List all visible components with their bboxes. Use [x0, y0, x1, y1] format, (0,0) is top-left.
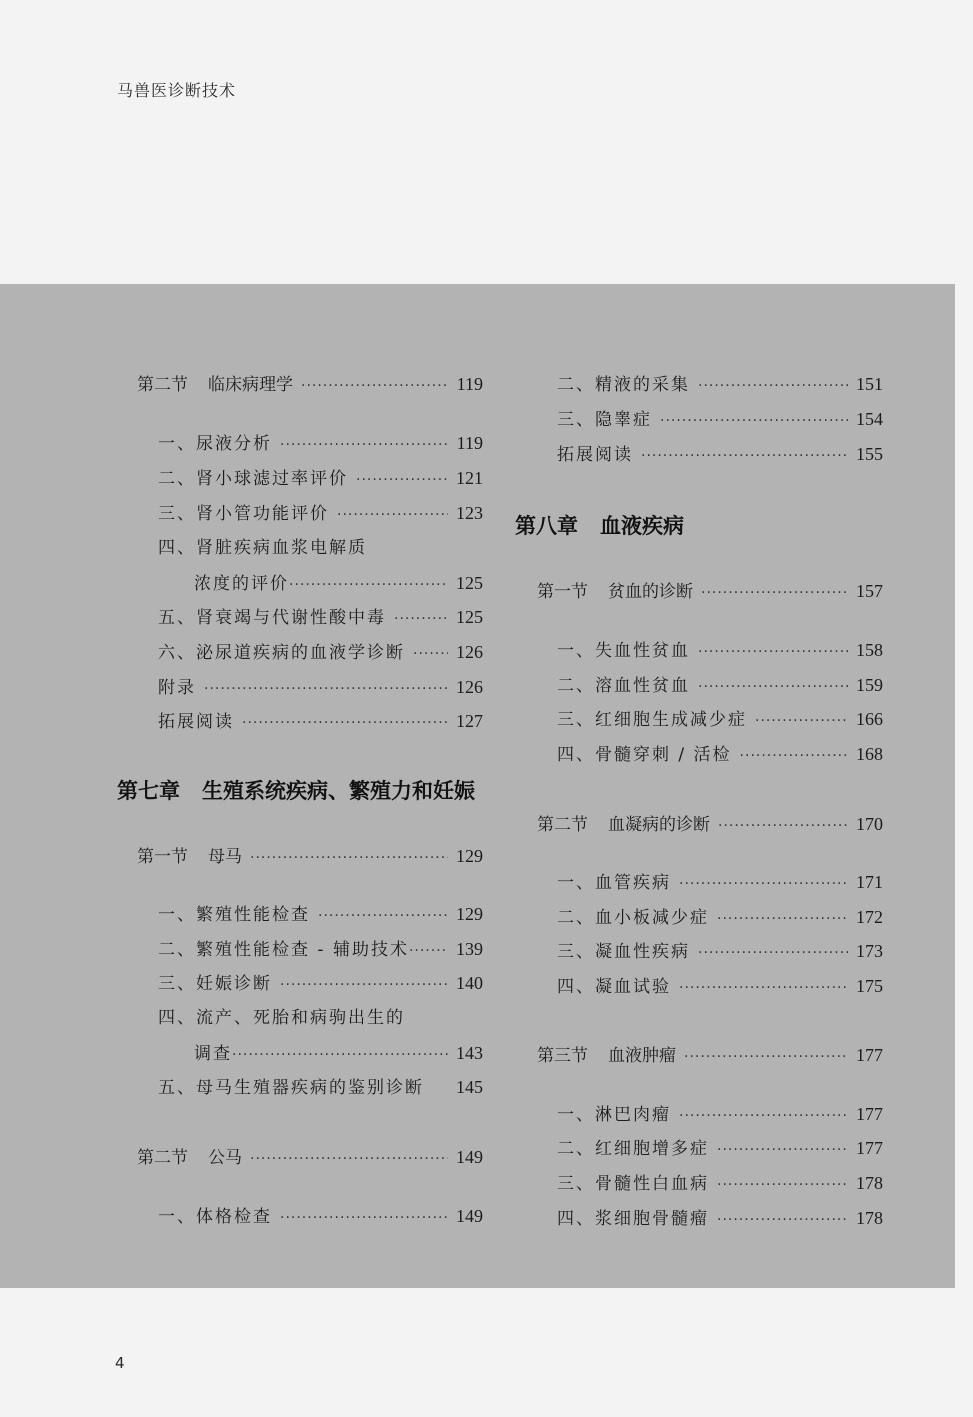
- chapter-number: 第八章: [515, 513, 578, 538]
- entry-label: 一、体格检查: [158, 1207, 272, 1227]
- page-ref: 175: [856, 976, 883, 996]
- page-ref: 159: [856, 675, 883, 695]
- page-ref: 155: [856, 444, 883, 464]
- toc-entry-extended-reading[interactable]: [557, 443, 883, 467]
- toc-entry[interactable]: [557, 708, 883, 732]
- toc-entry[interactable]: [557, 940, 883, 964]
- dot-leader: [250, 1148, 448, 1170]
- page-ref: 125: [456, 607, 483, 627]
- toc-section-hematologic-neoplasia[interactable]: [537, 1044, 883, 1068]
- section-number: 第一节: [137, 847, 188, 867]
- page-ref: 121: [456, 468, 483, 488]
- dot-leader: [337, 504, 448, 526]
- dot-leader: [679, 1105, 848, 1127]
- entry-label: 浓度的评价: [194, 574, 289, 594]
- page-ref: 125: [456, 573, 483, 593]
- dot-leader: [660, 410, 848, 432]
- page-ref: 126: [456, 677, 483, 697]
- entry-label: 六、泌尿道疾病的血液学诊断: [158, 643, 405, 663]
- page-ref: 119: [456, 433, 483, 453]
- toc-entry[interactable]: [158, 903, 483, 927]
- toc-section-clinical-pathology[interactable]: [137, 373, 483, 397]
- page-ref: 177: [856, 1045, 883, 1065]
- entry-label: 拓展阅读: [557, 445, 633, 465]
- entry-label: 一、淋巴肉瘤: [557, 1105, 671, 1125]
- entry-label: 附录: [158, 678, 196, 698]
- dot-leader: [356, 469, 448, 491]
- page-ref: 168: [856, 744, 883, 764]
- page-ref: 151: [856, 374, 883, 394]
- section-number: 第三节: [537, 1046, 588, 1066]
- section-number: 第二节: [137, 1148, 188, 1168]
- entry-label: 四、凝血试验: [557, 977, 671, 997]
- page-ref: 173: [856, 941, 883, 961]
- entry-label: 二、繁殖性能检查 - 辅助技术: [158, 940, 409, 960]
- entry-label: 一、失血性贫血: [557, 641, 690, 661]
- page-ref: 154: [856, 409, 883, 429]
- toc-section-anemia[interactable]: [537, 580, 883, 604]
- toc-entry[interactable]: [557, 1207, 883, 1231]
- dot-leader: [232, 1044, 448, 1066]
- section-title: 公马: [208, 1148, 242, 1168]
- toc-section-mare[interactable]: [137, 845, 483, 869]
- dot-leader: [641, 445, 848, 467]
- entry-label: 二、溶血性贫血: [557, 676, 690, 696]
- toc-entry[interactable]: [557, 639, 883, 663]
- toc-entry-continuation[interactable]: [194, 1042, 483, 1066]
- toc-entry[interactable]: [158, 938, 483, 962]
- chapter-title: 血液疾病: [600, 513, 684, 538]
- toc-entry[interactable]: [158, 432, 483, 456]
- page-ref: 157: [856, 581, 883, 601]
- toc-entry[interactable]: [158, 972, 483, 996]
- page-ref: 129: [456, 846, 483, 866]
- toc-entry[interactable]: [557, 906, 883, 930]
- page-ref: 149: [456, 1147, 483, 1167]
- page-ref: 177: [856, 1104, 883, 1124]
- toc-entry[interactable]: [158, 467, 483, 491]
- entry-label: 二、肾小球滤过率评价: [158, 469, 348, 489]
- toc-entry[interactable]: [557, 408, 883, 432]
- toc-entry-first-line[interactable]: 四、肾脏疾病血浆电解质: [158, 538, 367, 558]
- page-ref: 127: [456, 711, 483, 731]
- dot-leader: [242, 712, 448, 734]
- page-ref: 129: [456, 904, 483, 924]
- toc-section-stallion[interactable]: [137, 1146, 483, 1170]
- page-ref: 126: [456, 642, 483, 662]
- section-title: 母马: [208, 847, 242, 867]
- entry-label: 一、尿液分析: [158, 434, 272, 454]
- section-title: 血液肿瘤: [608, 1046, 676, 1066]
- toc-entry[interactable]: [557, 975, 883, 999]
- dot-leader: [301, 375, 449, 397]
- section-number: 第二节: [137, 375, 188, 395]
- dot-leader: [318, 905, 448, 927]
- entry-label: 三、骨髓性白血病: [557, 1174, 709, 1194]
- toc-entry[interactable]: [158, 1076, 483, 1100]
- toc-entry[interactable]: [158, 1205, 483, 1229]
- entry-label: 一、血管疾病: [557, 873, 671, 893]
- dot-leader: [684, 1046, 848, 1068]
- entry-label: 三、妊娠诊断: [158, 974, 272, 994]
- page-ref: 145: [456, 1077, 483, 1097]
- page-ref: 123: [456, 503, 483, 523]
- entry-label: 五、肾衰竭与代谢性酸中毒: [158, 608, 386, 628]
- entry-label: 三、凝血性疾病: [557, 942, 690, 962]
- section-number: 第一节: [537, 582, 588, 602]
- dot-leader: [717, 1209, 848, 1231]
- dot-leader: [679, 977, 848, 999]
- page-ref: 119: [456, 374, 483, 394]
- toc-chapter-7[interactable]: [117, 778, 475, 804]
- page-ref: 171: [856, 872, 883, 892]
- dot-leader: [413, 643, 448, 665]
- dot-leader: [698, 676, 848, 698]
- running-head: 马兽医诊断技术: [117, 81, 237, 100]
- dot-leader: [698, 375, 848, 397]
- page-ref: 178: [856, 1208, 883, 1228]
- entry-label: 二、血小板减少症: [557, 908, 709, 928]
- entry-label: 四、浆细胞骨髓瘤: [557, 1209, 709, 1229]
- dot-leader: [289, 574, 448, 596]
- toc-entry-first-line[interactable]: 四、流产、死胎和病驹出生的: [158, 1008, 405, 1028]
- section-number: 第二节: [537, 815, 588, 835]
- dot-leader: [280, 1207, 448, 1229]
- entry-label: 三、红细胞生成减少症: [557, 710, 747, 730]
- page-ref: 143: [456, 1043, 483, 1063]
- dot-leader: [755, 710, 848, 732]
- page-ref: 158: [856, 640, 883, 660]
- toc-entry[interactable]: [557, 743, 883, 767]
- toc-entry[interactable]: [557, 871, 883, 895]
- entry-label: 一、繁殖性能检查: [158, 905, 310, 925]
- entry-label: 二、精液的采集: [557, 375, 690, 395]
- entry-label: 三、肾小管功能评价: [158, 504, 329, 524]
- toc-section-coagulopathy[interactable]: [537, 813, 883, 837]
- section-title: 贫血的诊断: [608, 582, 693, 602]
- dot-leader: [409, 940, 448, 962]
- dot-leader: [740, 745, 848, 767]
- dot-leader: [717, 908, 848, 930]
- toc-entry-continuation[interactable]: [194, 572, 483, 596]
- page-ref: 178: [856, 1173, 883, 1193]
- dot-leader: [698, 942, 848, 964]
- section-title: 临床病理学: [208, 375, 293, 395]
- entry-label: 二、红细胞增多症: [557, 1139, 709, 1159]
- chapter-number: 第七章: [117, 778, 180, 803]
- entry-label: 三、隐睾症: [557, 410, 652, 430]
- toc-entry[interactable]: [557, 1172, 883, 1196]
- dot-leader: [679, 873, 848, 895]
- dot-leader: [698, 641, 848, 663]
- toc-entry[interactable]: [158, 641, 483, 665]
- toc-chapter-8[interactable]: [515, 513, 684, 539]
- dot-leader: [280, 434, 449, 456]
- page-ref: 170: [856, 814, 883, 834]
- page-number: 4: [115, 1354, 125, 1372]
- dot-leader: [717, 1139, 848, 1161]
- page-ref: 172: [856, 907, 883, 927]
- page-ref: 177: [856, 1138, 883, 1158]
- entry-label: 拓展阅读: [158, 712, 234, 732]
- toc-entry[interactable]: [557, 674, 883, 698]
- toc-entry-extended-reading[interactable]: [158, 710, 483, 734]
- page-ref: 149: [456, 1206, 483, 1226]
- toc-entry[interactable]: [557, 1137, 883, 1161]
- dot-leader: [250, 847, 448, 869]
- page-ref: 139: [456, 939, 483, 959]
- dot-leader: [718, 815, 848, 837]
- dot-leader: [280, 974, 448, 996]
- toc-entry[interactable]: [557, 1103, 883, 1127]
- dot-leader: [394, 608, 448, 630]
- entry-label: 四、骨髓穿刺 / 活检: [557, 745, 732, 765]
- entry-label: 五、母马生殖器疾病的鉴别诊断: [158, 1078, 424, 1098]
- chapter-title: 生殖系统疾病、繁殖力和妊娠: [202, 778, 475, 803]
- page-ref: 140: [456, 973, 483, 993]
- entry-label: 调查: [194, 1044, 232, 1064]
- section-title: 血凝病的诊断: [608, 815, 710, 835]
- page-ref: 166: [856, 709, 883, 729]
- dot-leader: [701, 582, 848, 604]
- toc-entry[interactable]: [557, 373, 883, 397]
- dot-leader: [717, 1174, 848, 1196]
- toc-entry-appendix[interactable]: [158, 676, 483, 700]
- toc-entry[interactable]: [158, 502, 483, 526]
- dot-leader: [204, 678, 448, 700]
- toc-entry[interactable]: [158, 606, 483, 630]
- toc-panel: [0, 284, 955, 1288]
